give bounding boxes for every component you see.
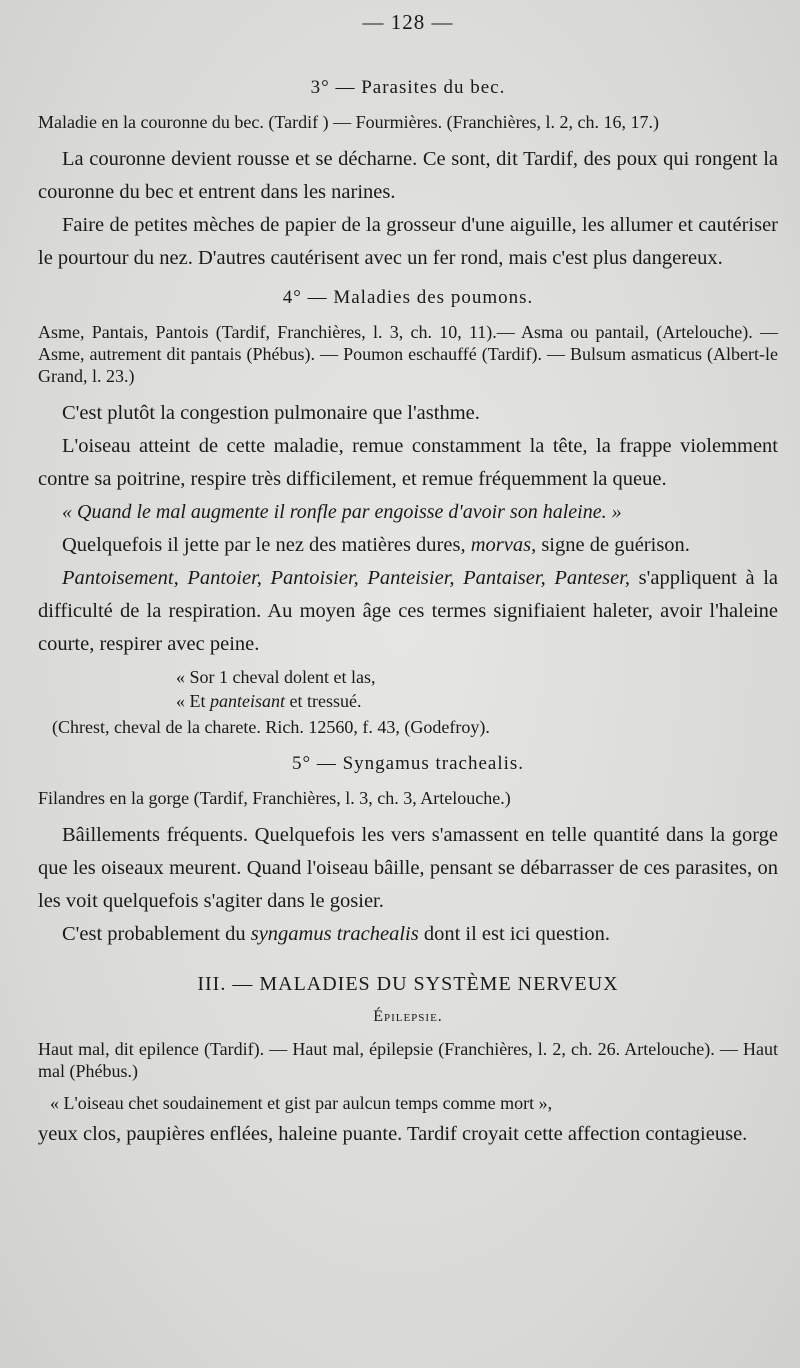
verse-line — [176, 689, 778, 713]
page-number: — 128 — — [362, 10, 454, 34]
verse-line: « Sor 1 cheval dolent et las, — [176, 667, 376, 687]
text-run: s'appliquent à la difficulté de la respiration. Au moyen âge ces termes signifiaient haleter, avoir l'haleine courte, respirer avec peine. — [38, 567, 779, 655]
section-heading-poumons: 4° — Maladies des poumons. — [282, 287, 534, 308]
chapter-subtitle: Épilepsie. — [373, 1008, 443, 1025]
quotation — [38, 496, 778, 529]
chapter-title: III. — MALADIES DU SYSTÈME NERVEUX — [197, 973, 619, 995]
section-reference: Haut mal, dit epilence (Tardif). — Haut mal, épilepsie (Franchières, l. 2, ch. 26. Artelouche). — Haut mal (Phébus.) — [38, 1039, 778, 1081]
section-reference: Filandres en la gorge (Tardif, Franchières, l. 3, ch. 3, Artelouche.) — [38, 788, 511, 808]
paragraph: C'est plutôt la congestion pulmonaire que l'asthme. — [62, 402, 480, 424]
italic-term: panteisant — [210, 691, 285, 711]
paragraph: L'oiseau atteint de cette maladie, remue constamment la tête, la frappe violemment contre sa poitrine, respire très difficilement, et remue fréquemment la queue. — [38, 435, 778, 490]
section-reference: Asme, Pantais, Pantois (Tardif, Franchières, l. 3, ch. 10, 11).— Asma ou pantail, (Artelouche). — Asme, autrement dit pantais (Phébus). — Poumon eschauffé (Tardif). — Bulsum asmaticus (Albert-le Grand, l. 23.) — [38, 322, 778, 386]
section-heading-syngamus: 5° — Syngamus trachealis. — [291, 753, 525, 774]
text-run: , signe de guérison. — [531, 534, 690, 556]
italic-term: morvas — [470, 534, 532, 556]
text-run: et tressué. — [285, 691, 362, 711]
quotation: « L'oiseau chet soudainement et gist par aulcun temps comme mort », — [50, 1093, 553, 1113]
section-reference: Maladie en la couronne du bec. (Tardif ) — Fourmières. (Franchières, l. 2, ch. 16, 17.) — [38, 112, 660, 132]
italic-terms: Pantoisement, Pantoier, Pantoisier, Panteisier, Pantaiser, Panteser, — [62, 567, 631, 589]
paragraph — [38, 529, 778, 562]
text-run: dont il est ici question. — [418, 923, 611, 945]
paragraph: Faire de petites mèches de papier de la grosseur d'une aiguille, les allumer et cautériser le pourtour du nez. D'autres cautérisent avec un fer rond, mais c'est plus dangereux. — [38, 214, 778, 269]
paragraph — [38, 918, 778, 951]
text-run: Quelquefois il jette par le nez des matières dures, — [62, 534, 471, 556]
italic-term: syngamus trachealis — [250, 923, 419, 945]
quotation-text: « Quand le mal augmente il ronfle par engoisse d'avoir son haleine. » — [62, 501, 622, 523]
citation: (Chrest, cheval de la charete. Rich. 12560, f. 43, (Godefroy). — [52, 717, 490, 737]
paragraph: Bâillements fréquents. Quelquefois les vers s'amassent en telle quantité dans la gorge que les oiseaux meurent. Quand l'oiseau bâille, pensant se débarrasser de ces parasites, on les voit quelquefois s'agiter dans le gosier. — [38, 824, 778, 912]
section-heading-parasites: 3° — Parasites du bec. — [310, 77, 506, 98]
text-run: « Et — [176, 691, 210, 711]
text-run: C'est probablement du — [62, 923, 251, 945]
paragraph: La couronne devient rousse et se décharne. Ce sont, dit Tardif, des poux qui rongent la couronne du bec et entrent dans les narines. — [38, 148, 778, 203]
verse-block — [176, 665, 778, 713]
paragraph: yeux clos, paupières enflées, haleine puante. Tardif croyait cette affection contagieuse. — [38, 1123, 748, 1145]
paragraph — [38, 562, 778, 661]
